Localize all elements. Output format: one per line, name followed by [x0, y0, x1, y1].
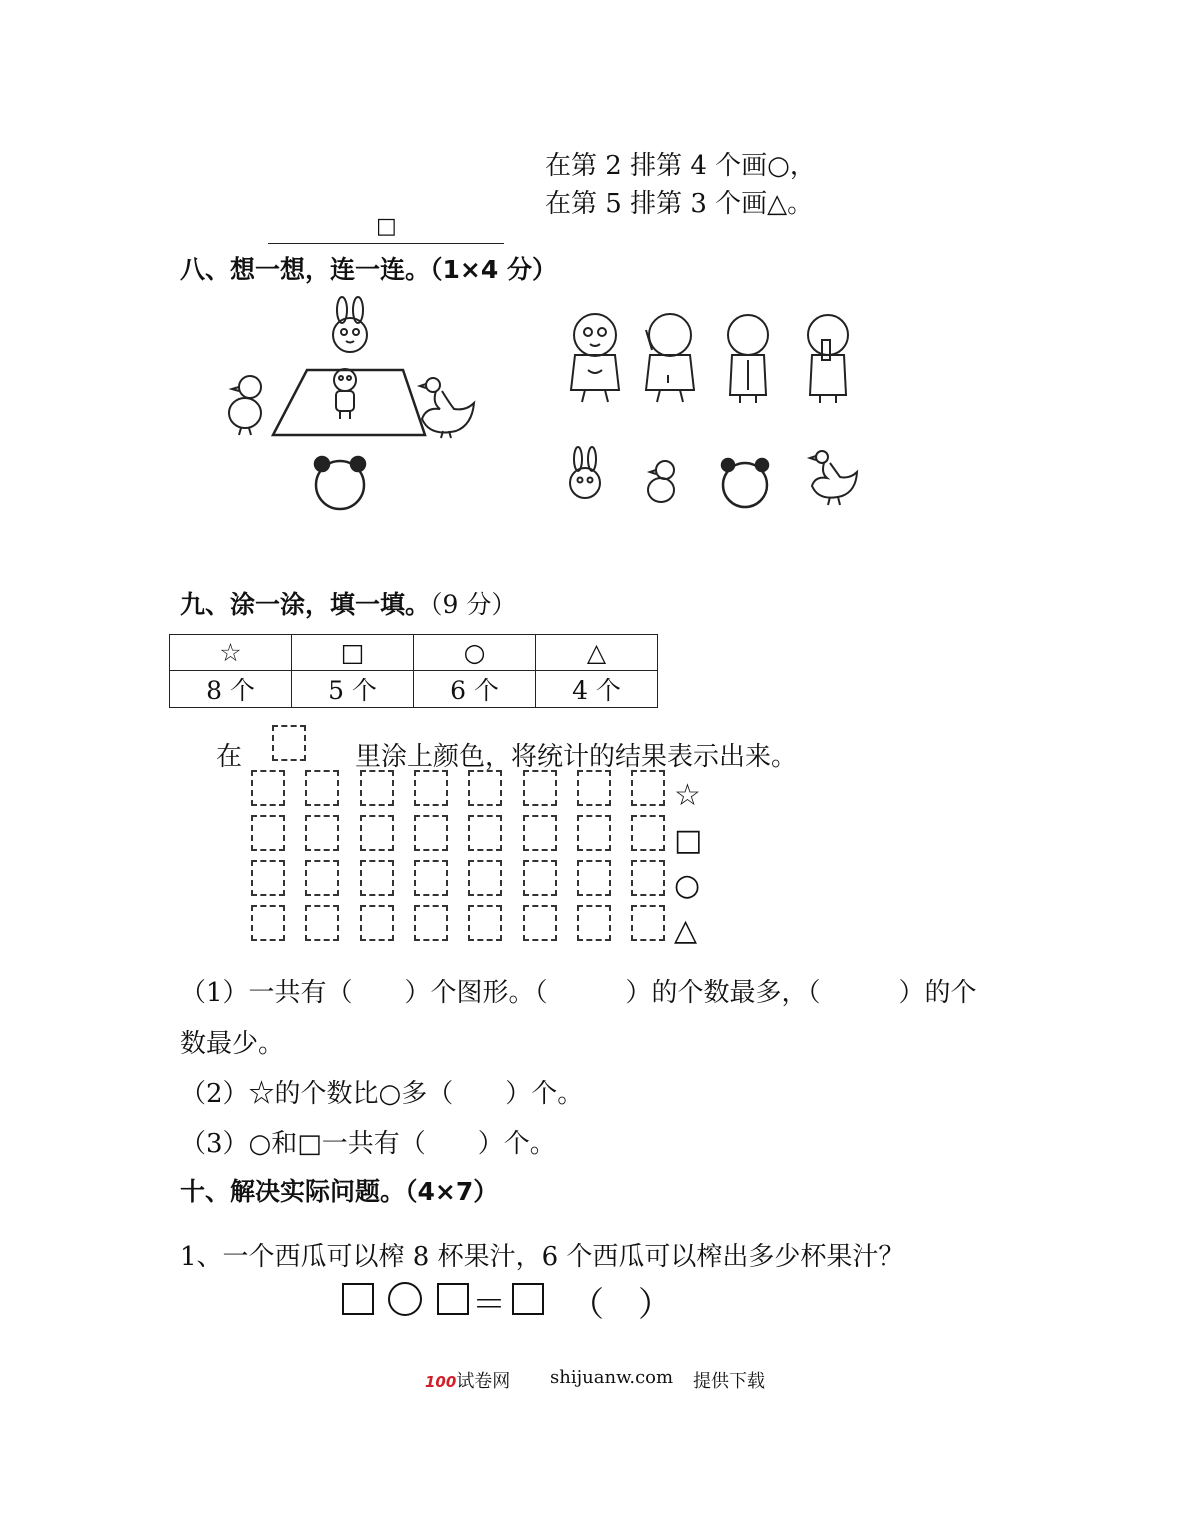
- grid-cell[interactable]: [414, 815, 448, 851]
- table-count-circle: 6 个: [414, 671, 536, 708]
- grid-cell[interactable]: [468, 860, 502, 896]
- grid-row-symbol-triangle: △: [674, 913, 698, 948]
- grid-cell[interactable]: [577, 815, 611, 851]
- section9-title: 九、涂一涂，填一填。（9 分）: [180, 590, 517, 619]
- doll-front-icon: [571, 314, 619, 402]
- grid-cell[interactable]: [468, 770, 502, 806]
- doll-icon: [334, 369, 356, 419]
- divider-line: [268, 243, 504, 244]
- site-name: 试卷网: [456, 1371, 511, 1392]
- unit-paren[interactable]: （ ）: [570, 1285, 672, 1325]
- question-2: （2）☆的个数比○多（ ）个。: [180, 1079, 584, 1109]
- answer-box-3[interactable]: [512, 1283, 544, 1315]
- instruction-post: 里涂上颜色，将统计的结果表示出来。: [355, 742, 798, 772]
- grid-cell[interactable]: [360, 815, 394, 851]
- answer-box-1[interactable]: [342, 1283, 374, 1315]
- grid-cell[interactable]: [251, 860, 285, 896]
- grid-cell[interactable]: [577, 770, 611, 806]
- grid-cell[interactable]: [523, 860, 557, 896]
- grid-row-symbol-circle: ○: [674, 868, 701, 903]
- section10-question-1: 1、一个西瓜可以榨 8 杯果汁，6 个西瓜可以榨出多少杯果汁？: [180, 1242, 905, 1272]
- grid-cell[interactable]: [523, 815, 557, 851]
- grid-cell[interactable]: [305, 905, 339, 941]
- instruction-line-2: 在第 5 排第 3 个画△。: [545, 189, 814, 219]
- instruction-line-1: 在第 2 排第 4 个画○，: [545, 151, 816, 181]
- grid-cell[interactable]: [468, 905, 502, 941]
- duck-choice-icon: [810, 451, 857, 505]
- equals-sign: ＝: [472, 1285, 506, 1325]
- chick-choice-icon: [648, 461, 674, 502]
- grid-cell[interactable]: [577, 860, 611, 896]
- grid-cell[interactable]: [523, 905, 557, 941]
- panda-choice-icon: [722, 459, 768, 507]
- grid-cell[interactable]: [414, 770, 448, 806]
- grid-cell[interactable]: [305, 860, 339, 896]
- grid-row-symbol-star: ☆: [674, 778, 701, 813]
- table-count-square: 5 个: [292, 671, 414, 708]
- duck-icon: [420, 378, 474, 438]
- footer: [425, 1367, 510, 1393]
- footer-note: 提供下载: [693, 1371, 765, 1392]
- scene-figure: [215, 295, 485, 525]
- table-symbol-circle: ○: [414, 635, 536, 671]
- grid-cell[interactable]: [631, 860, 665, 896]
- question-1-line-1: （1）一共有（ ）个图形。（ ）的个数最多，（ ）的个: [180, 978, 977, 1008]
- grid-cell[interactable]: [305, 815, 339, 851]
- rabbit-choice-icon: [570, 447, 600, 498]
- table-symbol-triangle: △: [536, 635, 658, 671]
- grid-cell[interactable]: [631, 770, 665, 806]
- table-symbol-star: ☆: [170, 635, 292, 671]
- small-box-mark: □: [376, 214, 397, 239]
- doll-views: [560, 310, 870, 410]
- table-count-star: 8 个: [170, 671, 292, 708]
- section10-title: 十、解决实际问题。（4×7）: [180, 1177, 499, 1206]
- operator-circle[interactable]: [388, 1282, 422, 1316]
- grid-cell[interactable]: [468, 815, 502, 851]
- answer-box-2[interactable]: [437, 1283, 469, 1315]
- grid-cell[interactable]: [414, 905, 448, 941]
- grid-cell[interactable]: [631, 815, 665, 851]
- animal-choices: [560, 445, 870, 515]
- grid-cell[interactable]: [360, 770, 394, 806]
- count-table: [169, 634, 658, 708]
- grid-cell[interactable]: [523, 770, 557, 806]
- grid-cell[interactable]: [251, 905, 285, 941]
- doll-side-right-icon: [808, 315, 848, 403]
- table-symbol-square: □: [292, 635, 414, 671]
- grid-cell[interactable]: [251, 815, 285, 851]
- section8-title: 八、想一想，连一连。（1×4 分）: [180, 255, 557, 284]
- grid-cell[interactable]: [360, 860, 394, 896]
- rabbit-icon: [333, 297, 367, 352]
- panda-icon: [315, 457, 365, 509]
- grid-cell[interactable]: [305, 770, 339, 806]
- grid-cell[interactable]: [251, 770, 285, 806]
- grid-cell[interactable]: [631, 905, 665, 941]
- question-1-line-2: 数最少。: [180, 1029, 285, 1059]
- question-3: （3）○和□一共有（ ）个。: [180, 1129, 556, 1159]
- table-count-triangle: 4 个: [536, 671, 658, 708]
- sample-dashed-box: [272, 725, 306, 761]
- grid-cell[interactable]: [414, 860, 448, 896]
- grid-cell[interactable]: [577, 905, 611, 941]
- grid-cell[interactable]: [360, 905, 394, 941]
- site-logo: 100: [425, 1373, 457, 1391]
- chick-icon: [229, 376, 261, 435]
- doll-side-left-icon: [728, 315, 768, 403]
- grid-row-symbol-square: □: [674, 823, 703, 858]
- doll-back-icon: [646, 314, 694, 402]
- footer-url[interactable]: shijuanw.com: [550, 1367, 674, 1388]
- instruction-pre: 在: [216, 742, 243, 772]
